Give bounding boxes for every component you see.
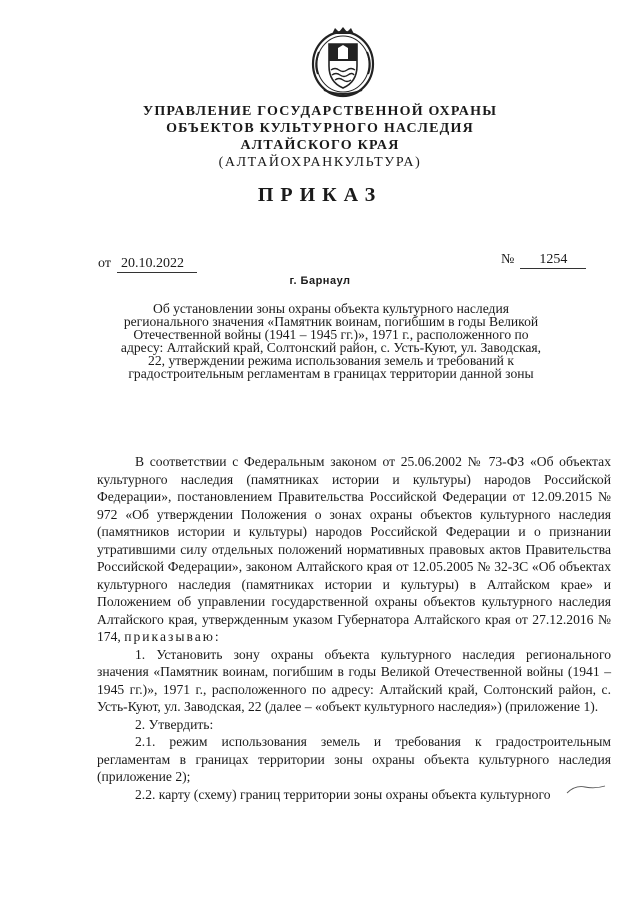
order-date [98,256,197,273]
agency-name-line-2: ОБЪЕКТОВ КУЛЬТУРНОГО НАСЛЕДИЯ [166,121,474,136]
order-subject: Об установлении зоны охраны объекта культурного наследия регионального значения «Памятник воинам, погибшим в годы Великой Отечественной войны (1941 – 1945 гг.)», 1971 г., расположенного по адресу: Алтайский край, Солтонский район, с. Усть-Куют, ул. Заводская, 22, утверждении режима использования земель и требований к градостроительным регламентам в границах территории данной зоны [120,301,542,381]
preamble-paragraph [97,453,611,646]
city-name: г. Барнаул [289,275,351,287]
order-body [97,453,611,803]
agency-abbreviation: (АЛТАЙОХРАНКУЛЬТУРА) [218,155,422,170]
order-number [501,252,586,269]
order-date-value: 20.10.2022 [117,256,197,273]
handwritten-mark [565,783,607,795]
item-2-1: 2.1. режим использования земель и требования к градостроительным регламентам в границах территории зоны охраны объекта культурного наследия (приложение 2); [97,734,611,784]
coat-of-arms-emblem [310,26,376,98]
preamble-text: В соответствии с Федеральным законом от 25.06.2002 № 73-ФЗ «Об объектах культурного наследия (памятниках истории и культуры) народов Российской Федерации», постановлением Правительства Российской Федерации от 12.09.2015 № 972 «Об утверждении Положения о зонах охраны объектов культурного наследия (памятников истории и культуры) народов Российской Федерации и о признании утратившими силу отдельных положений нормативных правовых актов Правительства Российской Федерации», законом Алтайского края от 12.05.2005 № 32-ЗС «Об объектах культурного наследия (памятниках истории и культуры) в Алтайском крае» и Положением об управлении государственной охраны объектов культурного наследия Алтайского края, утвержденным указом Губернатора Алтайского края от 27.12.2016 № 174, [97,454,611,644]
agency-name-line-1: УПРАВЛЕНИЕ ГОСУДАРСТВЕННОЙ ОХРАНЫ [142,104,498,119]
order-number-prefix: № [501,252,515,267]
item-1: 1. Установить зону охраны объекта культурного наследия регионального значения «Памятник воинам, погибшим в годы Великой Отечественной войны (1941 – 1945 гг.)», 1971 г., расположенного по адресу: Алтайский край, Солтонский район, с. Усть-Куют, ул. Заводская, 22 (далее – «объект культурного наследия») (приложение 1). [97,646,611,714]
order-title: ПРИКАЗ [257,184,383,206]
agency-name [0,103,640,171]
item-2: 2. Утвердить: [135,716,214,732]
item-2-2: 2.2. карту (схему) границ территории зоны охраны объекта культурного [135,786,551,802]
order-number-value: 1254 [520,252,586,269]
agency-name-line-3: АЛТАЙСКОГО КРАЯ [240,138,400,153]
preamble-command: приказываю: [124,629,221,644]
order-date-prefix: от [98,256,111,271]
